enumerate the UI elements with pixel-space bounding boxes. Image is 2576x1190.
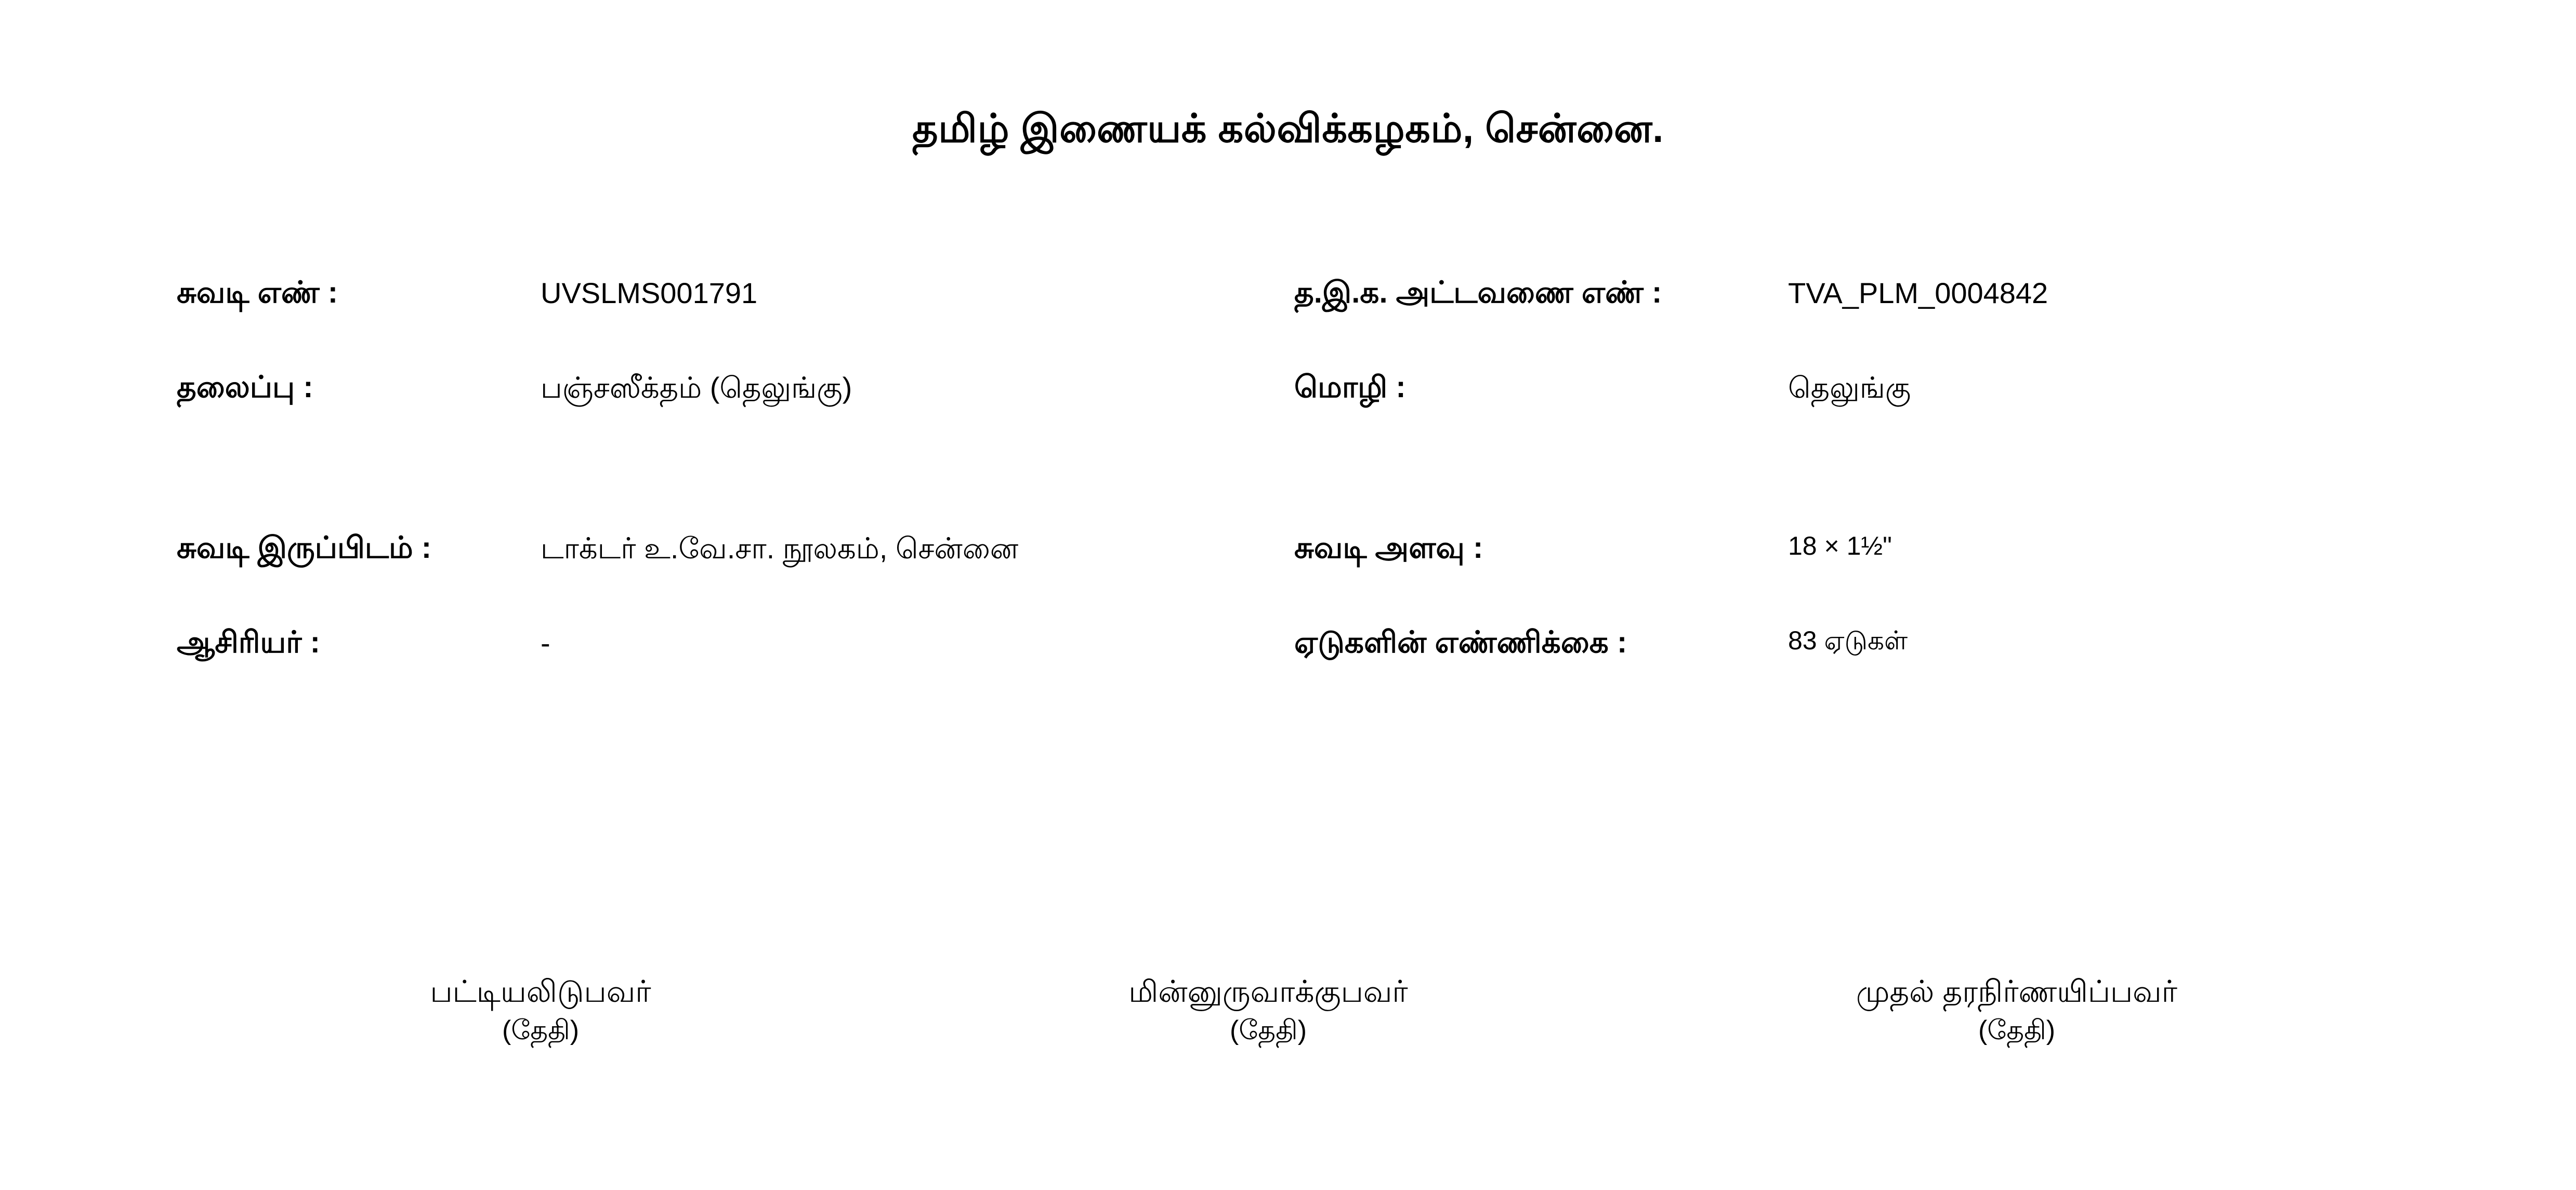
grid-spacer (177, 460, 2386, 474)
leaf-count-label: ஏடுகளின் எண்ணிக்கை : (1294, 625, 1627, 659)
signature-block-cataloguer (177, 972, 904, 1049)
signature-block-digitiser (904, 972, 1632, 1049)
signature-role: மின்னுருவாக்குபவர் (1128, 975, 1408, 1009)
signature-date-label: (தேதி) (1229, 1015, 1307, 1046)
page-title: தமிழ் இணையக் கல்விக்கழகம், சென்னை. (912, 107, 1664, 151)
language-label: மொழி : (1294, 370, 1406, 404)
manuscript-details-grid (177, 270, 2401, 663)
signature-date-label: (தேதி) (1978, 1015, 2056, 1046)
size-label: சுவடி அளவு : (1294, 530, 1483, 565)
title-value: பஞ்சஸீக்தம் (தெலுங்கு) (541, 371, 852, 404)
tvu-table-no-label: த.இ.க. அட்டவணை எண் : (1294, 276, 1662, 309)
location-label: சுவடி இருப்பிடம் : (177, 530, 432, 565)
tvu-table-no-value: TVA_PLM_0004842 (1788, 277, 2048, 309)
location-value: டாக்டர் உ.வே.சா. நூலகம், சென்னை (541, 531, 1019, 565)
signature-date-label: (தேதி) (502, 1015, 580, 1046)
author-label: ஆசிரியர் : (177, 625, 320, 659)
signature-role: பட்டியலிடுபவர் (430, 975, 651, 1009)
signature-block-first-qc (1632, 972, 2401, 1049)
author-value: - (541, 626, 550, 659)
leaf-count-value: 83 ஏடுகள் (1788, 625, 1908, 655)
manuscript-no-value: UVSLMS001791 (541, 277, 758, 309)
language-value: தெலுங்கு (1788, 371, 1911, 404)
size-value: 18 × 1½" (1788, 531, 1892, 560)
title-label: தலைப்பு : (177, 370, 313, 404)
signature-role: முதல் தரநிர்ணயிப்பவர் (1856, 975, 2177, 1009)
signature-row (177, 972, 2401, 1049)
manuscript-no-label: சுவடி எண் : (177, 276, 338, 309)
